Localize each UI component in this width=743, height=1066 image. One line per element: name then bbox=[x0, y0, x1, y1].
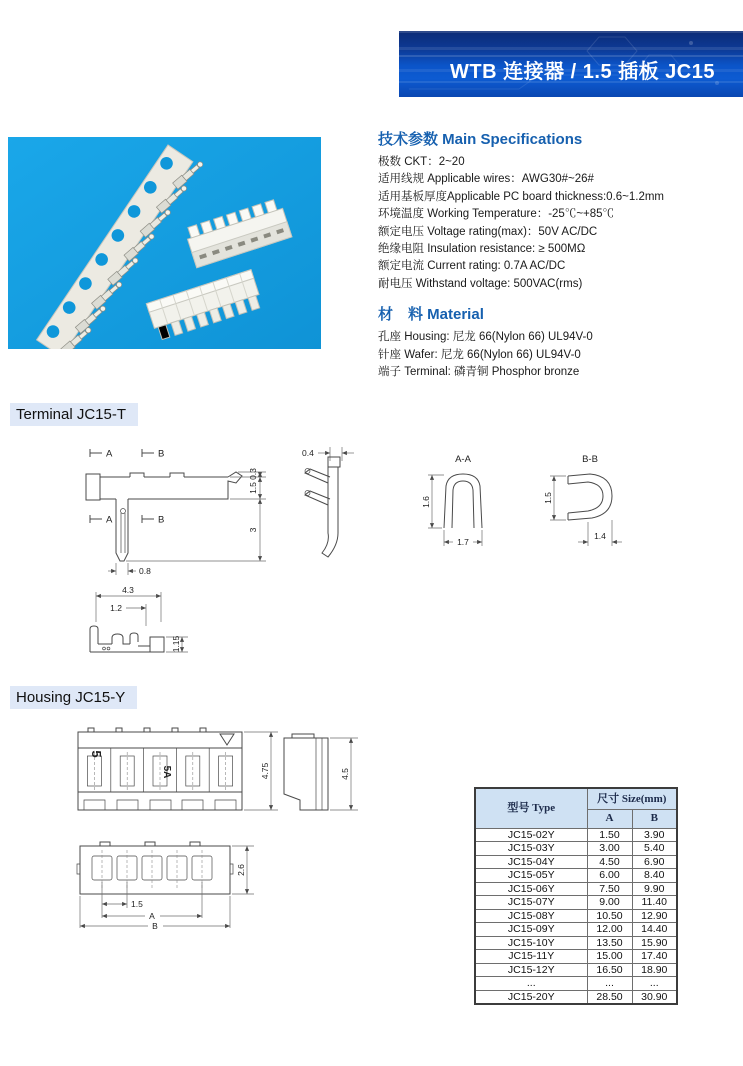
svg-text:1.6: 1.6 bbox=[421, 496, 431, 508]
material-title: 材 料 Material bbox=[378, 306, 484, 324]
terminal-front-view-drawing bbox=[272, 441, 412, 583]
svg-text:3: 3 bbox=[248, 527, 258, 533]
page-title: WTB 连接器 / 1.5 插板 JC15 bbox=[450, 60, 715, 83]
spec-line: 适用基板厚度Applicable PC board thickness:0.6~1.2mm bbox=[378, 190, 665, 203]
svg-text:B: B bbox=[152, 921, 158, 931]
svg-text:B: B bbox=[158, 448, 165, 460]
material-section bbox=[378, 303, 738, 381]
table-row: JC15-03Y 3.00 5.40 bbox=[475, 842, 677, 856]
table-row: JC15-11Y 15.00 17.40 bbox=[475, 950, 677, 964]
table-row: JC15-08Y 10.50 12.90 bbox=[475, 909, 677, 923]
table-header-size: 尺寸 Size(mm) bbox=[587, 788, 677, 809]
svg-text:2.6: 2.6 bbox=[236, 864, 246, 876]
size-table bbox=[474, 787, 678, 1005]
table-header-col-a: A bbox=[587, 809, 632, 828]
svg-text:1.5: 1.5 bbox=[543, 492, 553, 504]
spec-line: 环境温度 Working Temperature：-25℃~+85℃ bbox=[378, 208, 615, 221]
product-photo bbox=[8, 137, 321, 349]
header-banner bbox=[399, 31, 743, 97]
svg-text:1.7: 1.7 bbox=[457, 537, 469, 547]
terminal-side-view-drawing bbox=[78, 441, 302, 583]
spec-line: 额定电流 Current rating: 0.7A AC/DC bbox=[378, 260, 566, 273]
section-bb-drawing bbox=[538, 450, 638, 562]
specifications-section bbox=[378, 128, 738, 381]
material-line: 孔座 Housing: 尼龙 66(Nylon 66) UL94V-0 bbox=[378, 331, 593, 344]
spec-line: 额定电压 Voltage rating(max)：50V AC/DC bbox=[378, 225, 598, 238]
spec-line: 极数 CKT：2~20 bbox=[378, 156, 465, 168]
svg-text:1.2: 1.2 bbox=[110, 603, 122, 613]
specs-title: 技术参数 Main Specifications bbox=[378, 131, 583, 148]
svg-text:B: B bbox=[158, 514, 165, 526]
table-row: JC15-06Y 7.50 9.90 bbox=[475, 882, 677, 896]
section-aa-drawing bbox=[418, 450, 510, 562]
table-row: JC15-10Y 13.50 15.90 bbox=[475, 936, 677, 950]
svg-text:5: 5 bbox=[89, 750, 104, 758]
material-line: 端子 Terminal: 磷青铜 Phosphor bronze bbox=[378, 366, 580, 379]
table-row: ... ... ... bbox=[475, 977, 677, 991]
table-row: JC15-04Y 4.50 6.90 bbox=[475, 855, 677, 869]
material-line: 针座 Wafer: 尼龙 66(Nylon 66) UL94V-0 bbox=[378, 348, 581, 361]
svg-text:B-B: B-B bbox=[582, 454, 598, 465]
svg-text:0.8: 0.8 bbox=[139, 566, 151, 576]
svg-text:A: A bbox=[106, 514, 113, 526]
housing-top-view-drawing bbox=[72, 830, 262, 934]
table-row: JC15-05Y 6.00 8.40 bbox=[475, 869, 677, 883]
table-row: JC15-20Y 28.50 30.90 bbox=[475, 990, 677, 1004]
housing-side-view-drawing bbox=[272, 724, 372, 822]
terminal-section-heading: Terminal JC15-T bbox=[10, 403, 138, 426]
svg-text:4.5: 4.5 bbox=[340, 768, 350, 780]
table-header-type: 型号 Type bbox=[475, 788, 587, 828]
table-row: JC15-09Y 12.00 14.40 bbox=[475, 923, 677, 937]
spec-line: 绝缘电阻 Insulation resistance: ≥ 500MΩ bbox=[378, 243, 586, 256]
table-row: JC15-02Y 1.50 3.90 bbox=[475, 828, 677, 842]
spec-line: 耐电压 Withstand voltage: 500VAC(rms) bbox=[378, 277, 583, 290]
svg-text:1.15: 1.15 bbox=[171, 635, 181, 653]
svg-text:A: A bbox=[149, 911, 155, 921]
svg-text:1.4: 1.4 bbox=[594, 531, 606, 541]
svg-text:4.75: 4.75 bbox=[260, 762, 270, 780]
svg-text:4.3: 4.3 bbox=[122, 585, 134, 595]
svg-text:0.3: 0.3 bbox=[248, 468, 258, 480]
housing-front-view-drawing bbox=[72, 722, 292, 820]
svg-text:A: A bbox=[106, 448, 113, 460]
table-row: JC15-07Y 9.00 11.40 bbox=[475, 896, 677, 910]
svg-text:1.5: 1.5 bbox=[131, 899, 143, 909]
table-row: JC15-12Y 16.50 18.90 bbox=[475, 963, 677, 977]
spec-line: 适用线规 Applicable wires：AWG30#~26# bbox=[378, 173, 594, 186]
terminal-top-view-drawing bbox=[76, 582, 240, 664]
table-header-col-b: B bbox=[632, 809, 677, 828]
housing-section-heading: Housing JC15-Y bbox=[10, 686, 137, 709]
svg-text:1.5: 1.5 bbox=[248, 482, 258, 494]
svg-text:5A: 5A bbox=[161, 765, 172, 779]
svg-text:0.4: 0.4 bbox=[302, 448, 314, 458]
svg-text:A-A: A-A bbox=[455, 454, 471, 465]
